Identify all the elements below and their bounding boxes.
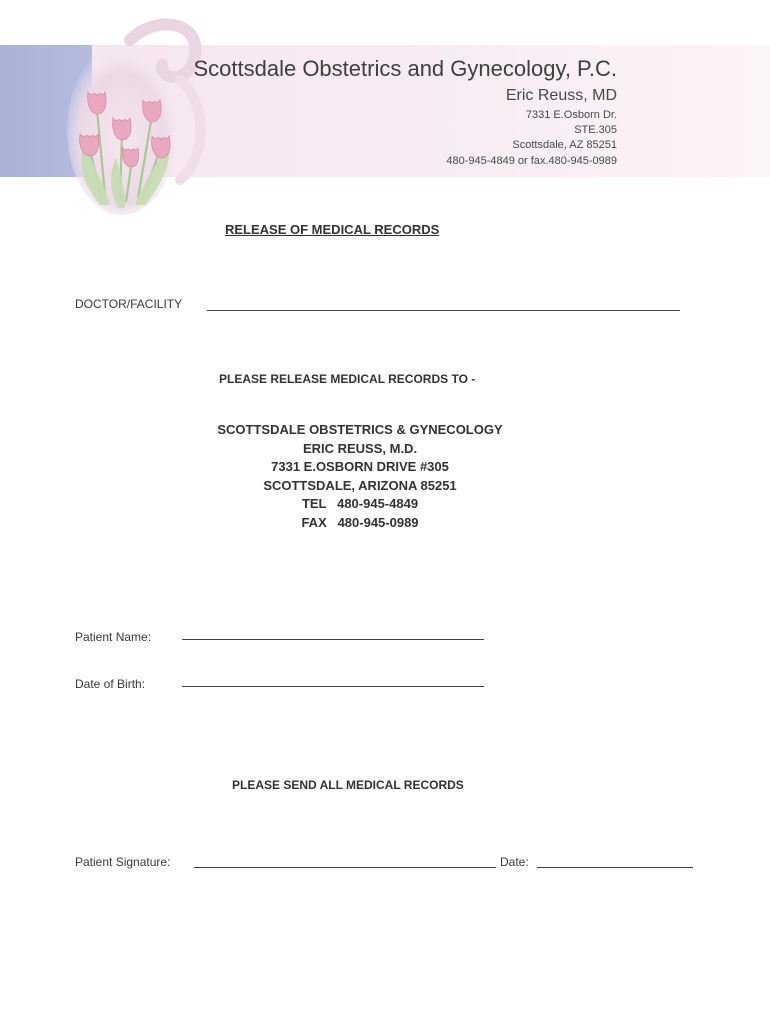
date-of-birth-label: Date of Birth:	[75, 677, 146, 691]
patient-signature-label: Patient Signature:	[75, 855, 171, 869]
date-field[interactable]	[537, 867, 693, 868]
recipient-line: SCOTTSDALE, ARIZONA 85251	[263, 477, 457, 493]
patient-name-field[interactable]	[182, 639, 484, 640]
patient-signature-field[interactable]	[194, 867, 496, 868]
doctor-name: Eric Reuss, MD	[505, 87, 617, 104]
recipient-line: 7331 E.OSBORN DRIVE #305	[271, 459, 449, 475]
address-suite: STE.305	[574, 124, 617, 136]
practice-name: Scottsdale Obstetrics and Gynecology, P.C.	[193, 56, 617, 81]
recipient-line: SCOTTSDALE OBSTETRICS & GYNECOLOGY	[217, 422, 503, 437]
recipient-line: ERIC REUSS, M.D.	[302, 440, 418, 456]
recipient-address-block	[160, 421, 560, 533]
recipient-line: TEL 480-945-4849	[301, 496, 419, 512]
form-title: RELEASE OF MEDICAL RECORDS	[225, 222, 440, 237]
address-city: Scottsdale, AZ 85251	[512, 139, 617, 151]
date-of-birth-field[interactable]	[182, 686, 484, 687]
date-label: Date:	[500, 855, 529, 869]
tulip-logo-art	[60, 10, 210, 215]
recipient-line: FAX 480-945-0989	[301, 514, 419, 530]
send-all-records-heading: PLEASE SEND ALL MEDICAL RECORDS	[232, 778, 464, 792]
phone-fax: 480-945-4849 or fax.480-945-0989	[446, 155, 617, 167]
doctor-facility-field[interactable]	[207, 310, 680, 311]
doctor-facility-label: DOCTOR/FACILITY	[75, 297, 183, 311]
patient-name-label: Patient Name:	[75, 630, 152, 644]
address-street: 7331 E.Osborn Dr.	[525, 109, 617, 121]
release-to-heading: PLEASE RELEASE MEDICAL RECORDS TO -	[219, 372, 476, 386]
